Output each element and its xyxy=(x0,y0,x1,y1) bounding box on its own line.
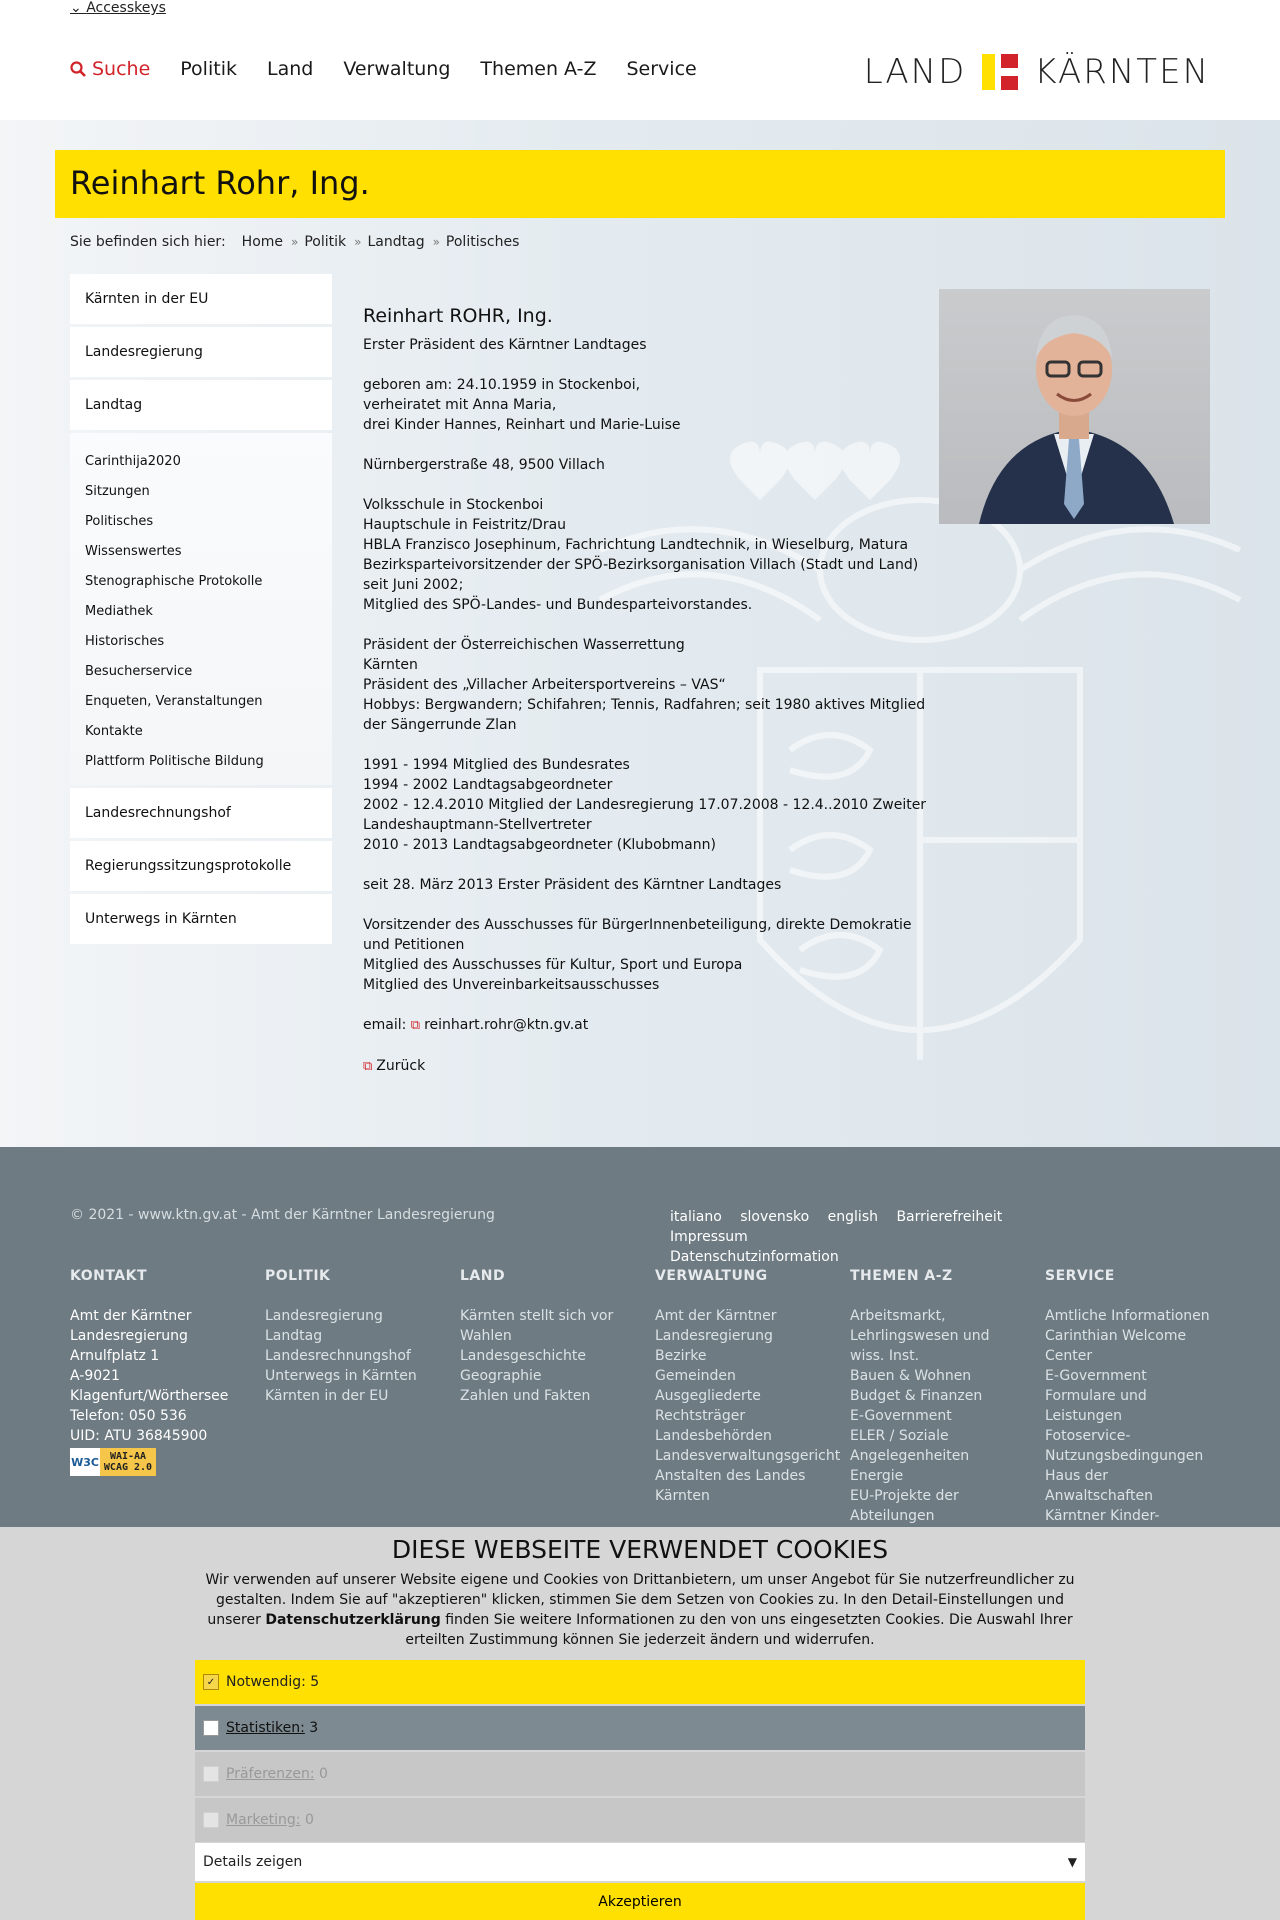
profile-career-line: Mitglied des SPÖ-Landes- und Bundesparteivorstandes. xyxy=(363,597,753,613)
nav-land[interactable]: Land xyxy=(266,58,314,80)
breadcrumb-politisches[interactable]: Politisches xyxy=(445,234,520,250)
footer-nav-link[interactable]: Unterwegs in Kärnten xyxy=(265,1368,417,1384)
footer-link-english[interactable]: english xyxy=(827,1209,878,1225)
footer-nav-link[interactable]: Lehrlingswesen und xyxy=(850,1328,990,1344)
footer-nav-link[interactable]: ELER / Soziale xyxy=(850,1428,949,1444)
profile-function-line: Präsident des „Villacher Arbeitersportvereins – VAS“ xyxy=(363,677,726,693)
footer-nav-link[interactable]: Zahlen und Fakten xyxy=(460,1388,591,1404)
search-icon xyxy=(70,61,86,77)
sidebar-subitem[interactable]: Wissenswertes xyxy=(85,544,182,559)
sidebar-submenu xyxy=(70,433,332,785)
sidebar-subitem[interactable]: Historisches xyxy=(85,634,165,649)
breadcrumb-lead: Sie befinden sich hier: xyxy=(70,234,226,250)
profile-career-line: Volksschule in Stockenboi xyxy=(363,497,544,513)
cookie-option-marketing[interactable]: Marketing: 0 xyxy=(195,1798,1085,1842)
footer-link-barrierefreiheit[interactable]: Barrierefreiheit xyxy=(896,1209,1003,1225)
contact-line: Amt der Kärntner xyxy=(70,1308,192,1324)
sidebar-item-landesregierung[interactable]: Landesregierung xyxy=(70,327,332,377)
footer-nav-link[interactable]: Fotoservice- xyxy=(1045,1428,1131,1444)
profile-career-line: Hauptschule in Feistritz/Drau xyxy=(363,517,567,533)
checkbox-icon xyxy=(203,1812,219,1828)
sidebar-item-landesrechnungshof[interactable]: Landesrechnungshof xyxy=(70,788,332,838)
email-label: email: xyxy=(363,1017,407,1033)
caret-down-icon: ▼ xyxy=(1067,1855,1077,1869)
profile-function-line: Präsident der Österreichischen Wasserrettung xyxy=(363,637,685,653)
footer-nav-link[interactable]: Kärnten stellt sich vor xyxy=(460,1308,614,1324)
cookie-option-notwendig[interactable]: ✓ Notwendig: 5 xyxy=(195,1660,1085,1704)
footer-nav-link[interactable]: Landesrechnungshof xyxy=(265,1348,411,1364)
external-link-icon: ⧉ xyxy=(363,1059,373,1074)
sidebar-item-protokolle[interactable]: Regierungssitzungsprotokolle xyxy=(70,841,332,891)
footer-nav-link[interactable]: Haus der xyxy=(1045,1468,1108,1484)
nav-search[interactable]: Suche xyxy=(70,58,150,80)
footer-nav-link[interactable]: Geographie xyxy=(460,1368,542,1384)
profile-timeline-line: 1991 - 1994 Mitglied des Bundesrates xyxy=(363,757,630,773)
footer-nav-link[interactable]: Amt der Kärntner xyxy=(655,1308,777,1324)
accept-cookies-button[interactable]: Akzeptieren xyxy=(195,1883,1085,1920)
nav-themen[interactable]: Themen A-Z xyxy=(480,58,597,80)
sidebar-subitem[interactable]: Sitzungen xyxy=(85,484,150,499)
footer-col-title: SERVICE xyxy=(1045,1268,1115,1284)
contact-line: Landesregierung xyxy=(70,1328,188,1344)
footer-nav-link[interactable]: Kärnten in der EU xyxy=(265,1388,389,1404)
portrait-photo xyxy=(939,289,1210,524)
chevron-down-icon: ⌄ xyxy=(70,0,87,16)
footer-links xyxy=(670,1207,1110,1267)
footer-nav-link[interactable]: Amtliche Informationen xyxy=(1045,1308,1210,1324)
profile-career-line: seit Juni 2002; xyxy=(363,577,464,593)
footer-col-title: KONTAKT xyxy=(70,1268,148,1284)
nav-verwaltung[interactable]: Verwaltung xyxy=(343,58,451,80)
profile-function-line: Hobbys: Bergwandern; Schifahren; Tennis, Radfahren; seit 1980 aktives Mitglied xyxy=(363,697,926,713)
contact-line: UID: ATU 36845900 xyxy=(70,1428,208,1444)
footer-link-datenschutz[interactable]: Datenschutzinformation xyxy=(670,1249,839,1265)
profile-timeline-line: Landeshauptmann-Stellvertreter xyxy=(363,817,592,833)
profile-timeline-line: 1994 - 2002 Landtagsabgeordneter xyxy=(363,777,613,793)
footer-nav-link[interactable]: Bezirke xyxy=(655,1348,707,1364)
accesskeys-link[interactable]: ⌄ Accesskeys xyxy=(70,0,166,16)
footer-nav-link[interactable]: Landesregierung xyxy=(265,1308,383,1324)
footer-nav-link[interactable]: Carinthian Welcome xyxy=(1045,1328,1187,1344)
back-link[interactable]: ⧉ Zurück xyxy=(363,1058,426,1074)
logo-word-land: LAND xyxy=(863,52,967,92)
breadcrumb-politik[interactable]: Politik xyxy=(304,234,347,250)
sidebar xyxy=(70,274,332,947)
footer-nav-link[interactable]: Kärnten xyxy=(655,1488,710,1504)
email-link[interactable]: ⧉ reinhart.rohr@ktn.gv.at xyxy=(410,1017,589,1033)
portrait-illustration xyxy=(939,289,1210,524)
cookie-option-statistiken[interactable]: Statistiken: 3 xyxy=(195,1706,1085,1750)
cookie-text: Wir verwenden auf unserer Website eigene und Cookies von Drittanbietern, um unser Angebot für Sie nutzerfreundlicher zu gestalten. Indem Sie auf "akzeptieren" klicken, stimmen Sie dem Setzen von Cookies zu. In den Detail-Einstellungen und unserer Datenschutzerklärung finden Sie weitere Informationen zu den von uns eingesetzten Cookies. Die Auswahl Ihrer erteilten Zustimmung können Sie jederzeit ändern und widerrufen. xyxy=(205,1572,1075,1648)
land-kaernten-logo[interactable] xyxy=(864,52,1210,92)
sidebar-subitem[interactable]: Stenographische Protokolle xyxy=(85,574,263,589)
footer-nav-link[interactable]: Arbeitsmarkt, xyxy=(850,1308,946,1324)
footer-col-title: POLITIK xyxy=(265,1268,331,1284)
footer-nav-link[interactable]: EU-Projekte der xyxy=(850,1488,959,1504)
external-link-icon: ⧉ xyxy=(410,1018,421,1033)
profile-committee-line: Mitglied des Ausschusses für Kultur, Sport und Europa xyxy=(363,957,743,973)
footer-nav-link[interactable]: E-Government xyxy=(1045,1368,1147,1384)
profile-personal-line: verheiratet mit Anna Maria, xyxy=(363,397,557,413)
footer-link-impressum[interactable]: Impressum xyxy=(670,1229,748,1245)
contact-line: Klagenfurt/Wörthersee xyxy=(70,1388,229,1404)
profile-timeline-line: 2002 - 12.4.2010 Mitglied der Landesregierung 17.07.2008 - 12.4..2010 Zweiter xyxy=(363,797,927,813)
footer-nav-link[interactable]: Kärntner Kinder- xyxy=(1045,1508,1160,1524)
chevron-right-icon: » xyxy=(432,235,440,249)
logo-word-kaernten: KÄRNTEN xyxy=(1034,52,1210,92)
footer-nav-link[interactable]: Bauen & Wohnen xyxy=(850,1368,972,1384)
nav-service[interactable]: Service xyxy=(626,58,697,80)
details-toggle[interactable]: Details zeigen ▼ xyxy=(195,1843,1085,1881)
profile-committee-line: Vorsitzender des Ausschusses für BürgerInnenbeteiligung, direkte Demokratie xyxy=(363,917,912,933)
footer-nav-link[interactable]: Landtag xyxy=(265,1328,323,1344)
contact-line: Arnulfplatz 1 xyxy=(70,1348,160,1364)
profile-name: Reinhart ROHR, Ing. xyxy=(363,305,553,327)
footer-nav-link[interactable]: Landesregierung xyxy=(655,1328,773,1344)
footer-nav-link[interactable]: Leistungen xyxy=(1045,1408,1122,1424)
profile-current: seit 28. März 2013 Erster Präsident des Kärntner Landtages xyxy=(363,877,782,893)
footer-nav-link[interactable]: Rechtsträger xyxy=(655,1408,746,1424)
contact-line: A-9021 xyxy=(70,1368,120,1384)
main-nav xyxy=(70,58,727,80)
footer-nav-link[interactable]: Nutzungsbedingungen xyxy=(1045,1448,1204,1464)
profile-committee-line: Mitglied des Unvereinbarkeitsausschusses xyxy=(363,977,660,993)
footer-col-service xyxy=(1045,1266,1230,1526)
sidebar-item-eu[interactable]: Kärnten in der EU xyxy=(70,274,332,324)
footer-col-themen xyxy=(850,1266,1035,1526)
footer-nav-link[interactable]: Energie xyxy=(850,1468,904,1484)
footer-nav-link[interactable]: Formulare und xyxy=(1045,1388,1147,1404)
footer-nav-link[interactable]: Abteilungen xyxy=(850,1508,935,1524)
sidebar-subitem[interactable]: Mediathek xyxy=(85,604,153,619)
footer-col-politik xyxy=(265,1266,450,1406)
profile-personal-line: drei Kinder Hannes, Reinhart und Marie-Luise xyxy=(363,417,681,433)
sidebar-item-landtag[interactable]: Landtag xyxy=(70,380,332,430)
footer-nav-link[interactable]: E-Government xyxy=(850,1408,952,1424)
footer-col-title: THEMEN A-Z xyxy=(850,1268,953,1284)
footer-nav-link[interactable]: Landesgeschichte xyxy=(460,1348,586,1364)
footer-nav-link[interactable]: Anstalten des Landes xyxy=(655,1468,806,1484)
footer-nav-link[interactable]: Anwaltschaften xyxy=(1045,1488,1153,1504)
coat-colors-icon xyxy=(982,54,1018,90)
sidebar-item-unterwegs[interactable]: Unterwegs in Kärnten xyxy=(70,894,332,944)
breadcrumb xyxy=(70,234,519,250)
profile-career-line: Bezirksparteivorsitzender der SPÖ-Bezirksorganisation Villach (Stadt und Land) xyxy=(363,557,919,573)
footer-col-title: LAND xyxy=(460,1268,506,1284)
sidebar-subitem[interactable]: Besucherservice xyxy=(85,664,193,679)
checkbox-icon xyxy=(203,1766,219,1782)
contact-line: Telefon: 050 536 xyxy=(70,1408,187,1424)
footer-nav-link[interactable]: Landesbehörden xyxy=(655,1428,772,1444)
wai-aa-badge[interactable]: W3C WAI-AA WCAG 2.0 xyxy=(70,1448,156,1476)
cookie-title: DIESE WEBSEITE VERWENDET COOKIES xyxy=(391,1535,889,1564)
cookie-option-praeferenzen[interactable]: Präferenzen: 0 xyxy=(195,1752,1085,1796)
checkbox-checked-icon: ✓ xyxy=(203,1674,219,1690)
breadcrumb-home[interactable]: Home xyxy=(241,234,284,250)
profile-address: Nürnbergerstraße 48, 9500 Villach xyxy=(363,457,605,473)
profile-career-line: HBLA Franzisco Josephinum, Fachrichtung Landtechnik, in Wieselburg, Matura xyxy=(363,537,909,553)
footer-link-italiano[interactable]: italiano xyxy=(670,1209,722,1225)
footer-col-land xyxy=(460,1266,645,1406)
footer-nav-link[interactable]: Budget & Finanzen xyxy=(850,1388,983,1404)
footer-col-kontakt xyxy=(70,1266,255,1446)
chevron-right-icon: » xyxy=(291,235,299,249)
profile-timeline-line: 2010 - 2013 Landtagsabgeordneter (Klubobmann) xyxy=(363,837,716,853)
profile-committee-line: und Petitionen xyxy=(363,937,465,953)
footer-nav-link[interactable]: Angelegenheiten xyxy=(850,1448,970,1464)
sidebar-subitem[interactable]: Politisches xyxy=(85,514,154,529)
profile-role: Erster Präsident des Kärntner Landtages xyxy=(363,337,647,353)
footer-col-verwaltung xyxy=(655,1266,840,1506)
sidebar-subitem[interactable]: Plattform Politische Bildung xyxy=(85,754,264,769)
footer-nav-link[interactable]: Center xyxy=(1045,1348,1093,1364)
footer-nav-link[interactable]: Ausgegliederte xyxy=(655,1388,761,1404)
footer-col-title: VERWALTUNG xyxy=(655,1268,768,1284)
footer-nav-link[interactable]: wiss. Inst. xyxy=(850,1348,920,1364)
sidebar-subitem[interactable]: Carinthija2020 xyxy=(85,454,181,469)
page-title: Reinhart Rohr, Ing. xyxy=(70,164,370,202)
footer-copyright: © 2021 - www.ktn.gv.at - Amt der Kärntner Landesregierung xyxy=(70,1207,495,1223)
profile-personal-line: geboren am: 24.10.1959 in Stockenboi, xyxy=(363,377,641,393)
footer-nav-link[interactable]: Wahlen xyxy=(460,1328,512,1344)
footer-link-slovensko[interactable]: slovensko xyxy=(740,1209,810,1225)
nav-politik[interactable]: Politik xyxy=(180,58,237,80)
sidebar-subitem[interactable]: Enqueten, Veranstaltungen xyxy=(85,694,263,709)
profile-function-line: der Sängerrunde Zlan xyxy=(363,717,517,733)
footer-nav-link[interactable]: Landesverwaltungsgericht xyxy=(655,1448,841,1464)
breadcrumb-landtag[interactable]: Landtag xyxy=(367,234,425,250)
profile-function-line: Kärnten xyxy=(363,657,418,673)
profile-text xyxy=(363,303,943,1097)
footer-nav-link[interactable]: Gemeinden xyxy=(655,1368,736,1384)
chevron-right-icon: » xyxy=(354,235,362,249)
checkbox-icon xyxy=(203,1720,219,1736)
privacy-policy-link[interactable]: Datenschutzerklärung xyxy=(265,1612,441,1628)
sidebar-subitem[interactable]: Kontakte xyxy=(85,724,143,739)
